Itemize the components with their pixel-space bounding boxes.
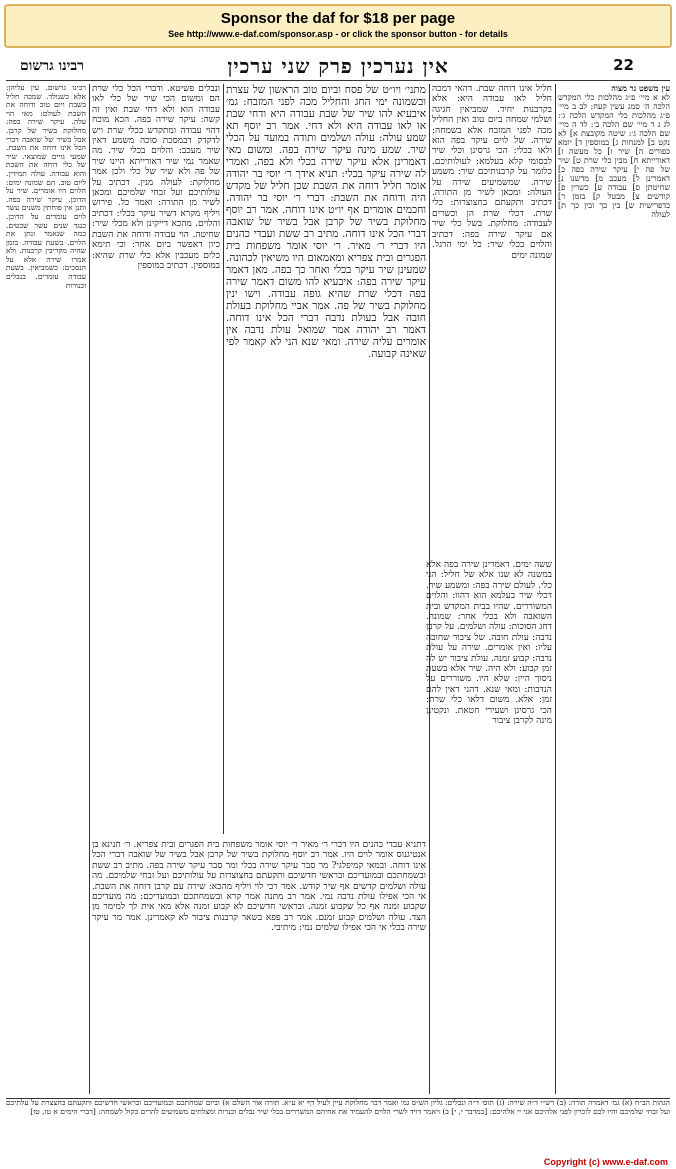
page-number: 22: [613, 56, 634, 74]
ein-mishpat-title: עין משפט נר מצוה: [611, 84, 670, 93]
rabbeinu-gershom-column: רבינו גרשום. עין עליהן: אלא כשנולד. שמכה חליל בשבת ויום טוב ודוחה את השבת לעולם: מאי הוי עלה. עיקר שירה בפה: מחלוקת בשיר של קרבן. אבל בשיר של שואבה דברי הכל אינו דוחה את השבת. שמעי גויים שמוצאי. שיר של כלי דוחה את השבת והוא עבודה. עולה תמידין. ליום טוב. הם שמונה ימים: הלוים היו אומרים. שיר על הדוכן. עיקר שירה בפה. ותנן אין פוחתין משנים עשר לוים עומדים על הדוכן. כנגד שנים עשר שבטים. כמה שנאמר ונתן את הלוים. בשעת עבודה. בזמן שהיה מקריבין קרבנות. ולא אמרו שירה אלא על הנסכים: כשמביאין. בשעת עבודה עומדים. בנבלים וכנורות: [6, 84, 86, 290]
sponsor-title[interactable]: Sponsor the daf for $18 per page: [220, 10, 456, 27]
talmud-page: [6, 54, 670, 1154]
left-column-title: רבינו גרשום: [20, 58, 85, 74]
ein-mishpat-text: לא א מיי׳ פ״ג מהלכות כלי המקדש הלכה ה׳ סמג עשין קעח: לב ב מיי׳ פ״ג מהלכות כלי המקדש הלכה ג׳: לג ג ד מיי׳ שם הלכה ב׳: לד ה מיי׳ שם הלכה ג׳: שיטה מקובצת א] לא נקט ב] למנחות ג] במוספין ד] יומא כפורים ה] שיר ו] כל מעשה ז] דאורייתא ח] מבין כלי שרת ט] שיר של פה י] עיקר שירה בפה כ] דאמרינן ל] מעכב מ] מדשנו נ] שחיטתן ס] עבודה ע] כשרין פ] קודשים צ] מבטל ק] בזמן ר] כדפרישית ש] בין כך ובין כך ת] לעולה: [558, 93, 670, 219]
column-divider: [89, 84, 90, 1094]
chapter-title: אין נערכין פרק שני ערכין: [227, 54, 449, 78]
column-divider: [555, 84, 556, 1094]
rashi-continued: ששה ימים. דאמרינן שירה בפה אלא במשנה לא שנו אלא של חליל: הני כלי. לעולם שירה בפה: ומשמע שיר. דכלי שיר בעלמא הוא דהוו: והלוים המשוררים. שהיו בבית המקדש ובית השואבה ולא בכלי אחר: שמונה. דחג הסוכות: עולה ושלמים. על קרבן נדבה: עולת חובה. של ציבור שחובה עליו: ואין אומרים. שירה על עולת נדבה: קבוע זמנה. עולת ציבור יש לה זמן קבוע: ולא היה. שיר אלא בשעת ניסוך היין: שלא היו. משוררים על הנדבות: ומאי שנא. דהני דאין להם זמן: אלא. משום דלאו כלי שרת: הכי גרסינן ושעירי חטאת. ונקטינן מינה לקרבן ציבור: [426, 560, 552, 727]
tosafot-column: ונבלים פשיטא. ודברי הכל כלי שרת הם ומשום הכי שיר של כלי לאו עבודה הוא ולא דחי שבת ואין זה קשה: עיקר שירה בפה. הכא מוכח דהוי עבודה ומתקדש בכלי שרת ויש לדקדק דבמסכת סוכה משמע דאין שיר מעכב: והלוים בכלי שיר. מה שאמר נמי שיר דאורייתא היינו שיר של פה ולא שיר של כלי ולכן אמר מחלוקת: לעולה מנין. דכתיב על עולותיכם ועל זבחי שלמיכם ומכאן לשיר מן התורה: ואמר כל. פירוש ויליף מקרא דשיר עיקר בכלי: דכתיב והלוים. מהכא דייקינן ולא מכלי שיר: שחיטה. הוי עבודה ודוחה את השבת כיון דאפשר ביום אחר: וכי תימא כלים מעכבין אלא כלי שרת שהיא: במוספין. דכתיב במוספין: [92, 84, 220, 271]
sponsor-banner[interactable]: [4, 4, 672, 48]
copyright-link[interactable]: Copyright (c) www.e-daf.com: [543, 1157, 668, 1167]
column-divider: [223, 84, 224, 834]
footnotes-section: הגהות הב״ח (א) גמ׳ דאמרה תורה: (ב) רש״י ד״ה שירה: (ג) תוס׳ ד״ה ונבלים: גליון הש״ס גמ׳ ואמר דבר מחלוקת עיין לעיל דף יא ע״א. תורה אור השלם א) וביום שמחתכם ובמועדיכם ובראשי חדשיכם ותקעתם בחצצרת על עלתיכם ועל זבחי שלמיכם והיו לכם לזכרון לפני אלהיכם אני יי אלהיכם: [במדבר י, י] ב) ויאמר דויד לשרי הלוים להעמיד את אחיהם המשררים בכלי שיר נבלים וכנרות ומצלתים משמיעים להרים בקול לשמחה: [דברי הימים א טו, טז]: [6, 1098, 670, 1155]
ein-mishpat-column: [558, 84, 670, 1094]
sponsor-subtitle: See http://www.e-daf.com/sponsor.asp - or click the sponsor button - for details: [168, 29, 508, 39]
page-header: [6, 54, 670, 81]
gemara-continued: דתניא עבדי כהנים היו דברי ר׳ מאיר ר׳ יוסי אומר משפחות בית הפגרים ובית צפריא. ר׳ חנינא בן אנטיגנוס אומר לוים היו. אמר רב יוסף מחלוקת בשיר של קרבן אבל בשיר של שואבה דברי הכל אינו דוחה. ובמאי קמיפלגי? מר סבר עיקר שירה בכלי ומר סבר עיקר שירה בפה. מתיב רב ששת ובשמחתכם ובמועדיכם ובראשי חדשיכם ותקעתם בחצוצרות על עולותיכם ועל זבחי שלמיכם. מה עולה ושלמים קדשים אף שיר קודש. אמר רבי לוי ויליף מהכא: שירה עם קרבן דוחה את השבת. אי הכי אפילו עולת נדבה נמי. אמר רב מתנה אמר קרא ובשמחתכם ובמועדיכם: מה מועדיכם שקבוע זמנה אף כל שקבוע זמנה. ובראשי חדשיכם לא קבוע זמנה אלא מאי אית לך למימר מן הצד. עולה ושלמים קבוע זמנם. אמר רב פפא בשאר קרבנות ציבור לא קאמרינן. אמר מר עיקר שירה בכלי אי הכי אפילו שלמים נמי: מיתיבי.: [92, 840, 426, 934]
rashi-column: חליל אינו דוחה שבת. דהאי דמכה חליל לאו עבודה היא: אלא בקרבנות יחיד. שמביאין חגיגה ושלמי שמחה ביום טוב ואין החליל מכה לפני המזבח אלא בשמחה: שירה. של לוים עיקר בפה הוא ולאו בכלי: הכי גרסינן וכלי שיר לבסומי קלא בעלמא: לעולותיכם. כלומר על קרבנותיכם שיר: משמע שירה. שמשמיעים שירה על העולה: ומכאן לשיר מן התורה. דכתיב ותקעתם בחצוצרות: כלי שרת. דכלי שרת הן וכשרים לעבודה: מחלוקת. בשל כלי שיר אם עיקר שירה בפה: דכתיב והלוים בכלי שיר: כל ימי הרגל. שמונה ימים: [432, 84, 552, 261]
gemara-column: מתני׳ ויו״ט של פסח וביום טוב הראשון של עצרת ובשמונה ימי החג והחליל מכה לפני המזבח: גמ׳ איבעיא להו שיר של שבת עבודה היא ודחי שבת או לאו עבודה היא ולא דחי. אמר רב יוסף תא שמע עולה: עולה ושלמים ותודה במועד על הכלי שיר. שמע מינה עיקר שירה בפה. ומשום מאי דאמרינן אלא עיקר שירה בכלי ולא בפה. ואמרי לה שירה עיקר בכלי: תניא אידך ר׳ יוסי בר יהודה אומר חליל דוחה את השבת שכן חליל של מקדש היה ודוחה את השבת: דברי ר׳ יוסי בר יהודה. וחכמים אומרים אף יו״ט אינו דוחה. אמר רב יוסף מחלוקת בשיר של קרבן אבל בשיר של שואבה דברי הכל אינו דוחה. מתיב רב ששת ועבדי כהנים היו דברי ר׳ מאיר. ר׳ יוסי אומר משפחות בית הפגרים ובית צפריא ומאמאום היו משיאין לכהונה. שמעינן שיר עיקר בכלי ואחר כך בפה. מאן דאמר עיקר שירה בפה: איבעיא להו משום דאמר שירה בפה דכלי שרת שהיא גופה עבודה. וישו ינין מחלוקת בשיר של פה. אמר אביי מחלוקת בעולת חובה אבל בעולת נדבה דברי הכל אינו דוחה. דאמר רב יהודה אמר שמואל עולת נדבה אין אומרים עליה שירה. ומאי שנא הני לא קאמר לפי שאינה קבועה.: [226, 84, 426, 360]
